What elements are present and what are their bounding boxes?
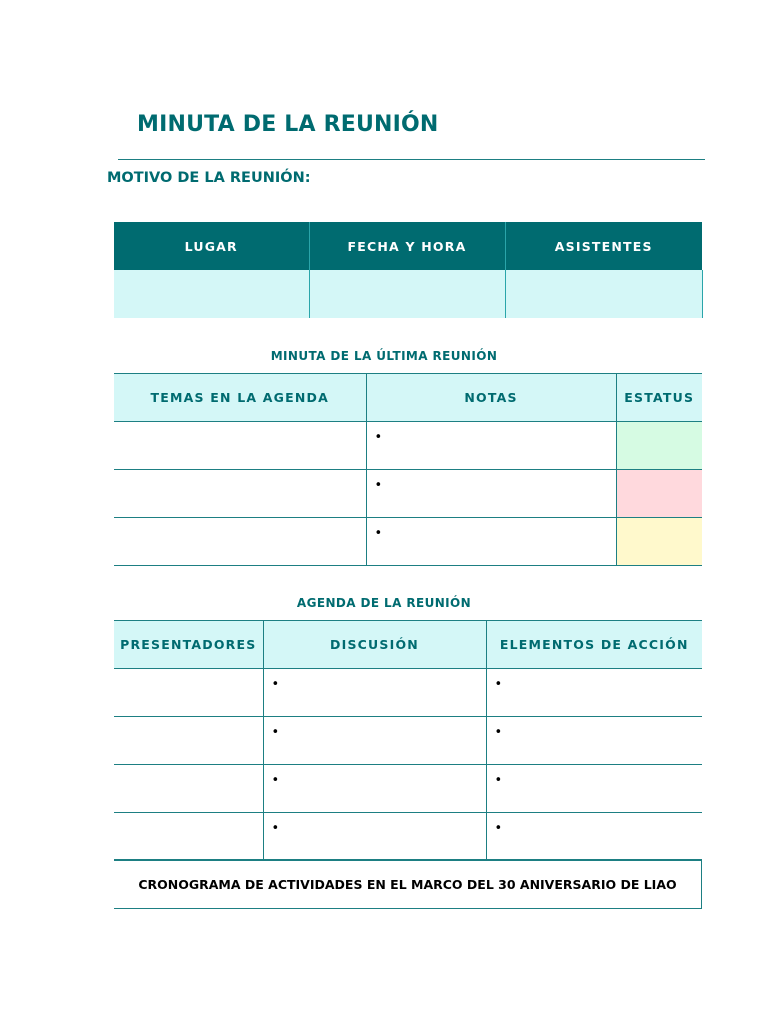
presentador-cell[interactable] [114,669,263,717]
tema-cell[interactable] [114,518,366,566]
header-notas: NOTAS [366,374,616,422]
status-cell-green[interactable] [616,422,702,470]
table-header-row [114,621,702,669]
discusion-cell[interactable] [263,765,486,813]
bullet: • [374,526,383,541]
last-meeting-table [114,373,702,566]
accion-cell[interactable] [486,669,702,717]
bullet: • [494,677,503,692]
agenda-table [114,620,702,861]
tema-cell[interactable] [114,470,366,518]
discusion-cell[interactable] [263,813,486,861]
status-cell-red[interactable] [616,470,702,518]
status-cell-yellow[interactable] [616,518,702,566]
agenda-caption: AGENDA DE LA REUNIÓN [296,596,472,610]
bullet: • [271,725,280,740]
header-fecha-y-hora: FECHA Y HORA [309,222,505,270]
meeting-reason-label: MOTIVO DE LA REUNIÓN: [107,170,311,186]
presentador-cell[interactable] [114,813,263,861]
bullet: • [494,725,503,740]
header-estatus: ESTATUS [616,374,702,422]
presentador-cell[interactable] [114,717,263,765]
page-title: MINUTA DE LA REUNIÓN [137,112,439,137]
asistentes-cell[interactable] [505,270,702,318]
table-row [114,765,702,813]
header-asistentes: ASISTENTES [505,222,702,270]
header-temas: TEMAS EN LA AGENDA [114,374,366,422]
accion-cell[interactable] [486,813,702,861]
discusion-cell[interactable] [263,669,486,717]
accion-cell[interactable] [486,717,702,765]
header-elementos-de-accion: ELEMENTOS DE ACCIÓN [486,621,702,669]
tema-cell[interactable] [114,422,366,470]
bullet: • [271,773,280,788]
table-row [114,518,702,566]
table-row [114,422,702,470]
bullet: • [494,773,503,788]
bullet: • [374,478,383,493]
discusion-cell[interactable] [263,717,486,765]
notas-cell[interactable] [366,422,616,470]
lugar-cell[interactable] [114,270,309,318]
bullet: • [494,821,503,836]
meeting-info-table [114,222,703,318]
table-header-row [114,222,702,270]
notas-cell[interactable] [366,518,616,566]
table-row [114,270,702,318]
table-row [114,669,702,717]
bullet: • [271,677,280,692]
bullet: • [374,430,383,445]
activities-schedule-row [114,859,702,909]
table-row [114,717,702,765]
table-header-row [114,374,702,422]
header-discusion: DISCUSIÓN [263,621,486,669]
presentador-cell[interactable] [114,765,263,813]
bullet: • [271,821,280,836]
title-divider [118,159,705,160]
notas-cell[interactable] [366,470,616,518]
activities-schedule-text: CRONOGRAMA DE ACTIVIDADES EN EL MARCO DEL 30 ANIVERSARIO DE LIAO [138,876,677,892]
table-row [114,813,702,861]
fecha-y-hora-cell[interactable] [309,270,505,318]
header-presentadores: PRESENTADORES [114,621,263,669]
last-meeting-caption: MINUTA DE LA ÚLTIMA REUNIÓN [270,349,498,363]
accion-cell[interactable] [486,765,702,813]
table-row [114,470,702,518]
header-lugar: LUGAR [114,222,309,270]
